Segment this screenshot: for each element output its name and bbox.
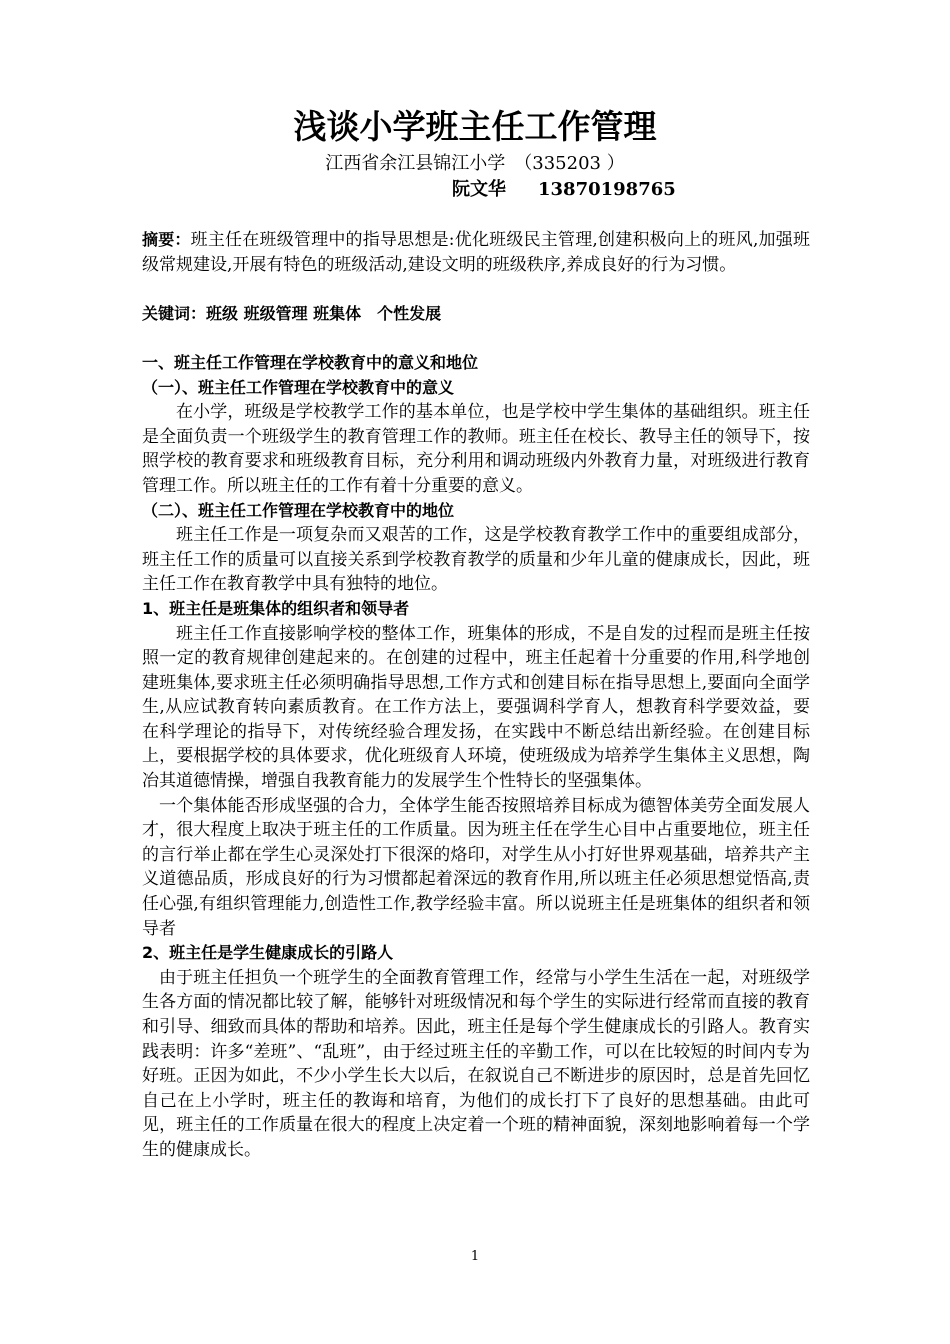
paragraph-2: 班主任工作是一项复杂而又艰苦的工作，这是学校教育教学工作中的重要组成部分，班主任工作的质量可以直接关系到学校教育教学的质量和少年儿童的健康成长，因此，班主任工作在教育教学中具有独特的地位。: [142, 525, 810, 595]
abstract-label: 摘要：: [142, 230, 191, 249]
author-name: 阮文华: [452, 179, 506, 200]
keywords: 关键词：班级 班级管理 班集体 个性发展: [142, 303, 442, 323]
paragraph-1: 在小学，班级是学校教学工作的基本单位，也是学校中学生集体的基础组织。班主任是全面负责一个班级学生的教育管理工作的教师。班主任在校长、教导主任的领导下，按照学校的教育要求和班级教育目标，充分利用和调动班级内外教育力量，对班级进行教育管理工作。所以班主任的工作有着十分重要的意义。: [142, 402, 810, 496]
document-body: [142, 228, 810, 1163]
author-line: [452, 178, 708, 202]
author-phone: 13870198765: [538, 179, 676, 200]
section-heading-1: 一、班主任工作管理在学校教育中的意义和地位: [142, 352, 479, 372]
document-title: 浅谈小学班主任工作管理: [293, 107, 657, 146]
subsection-heading-1-1: （一）、班主任工作管理在学校教育中的意义: [142, 377, 455, 397]
page-number: 1: [470, 1249, 480, 1264]
paragraph-3: 班主任工作直接影响学校的整体工作，班集体的形成，不是自发的过程而是班主任按照一定的教育规律创建起来的。在创建的过程中，班主任起着十分重要的作用,科学地创建班集体,要求班主任必须明确指导思想,工作方式和创建目标在指导思想上,要面向全面学生,从应试教育转向素质教育。在工作方法上，要强调科学育人，想教育科学要效益，要在科学理论的指导下，对传统经验合理发扬，在实践中不断总结出新经验。在创建目标上，要根据学校的具体要求，优化班级育人环境，使班级成为培养学生集体主义思想，陶冶其道德情操，增强自我教育能力的发展学生个性特长的坚强集体。: [142, 623, 810, 792]
paragraph-4: 一个集体能否形成坚强的合力，全体学生能否按照培养目标成为德智体美劳全面发展人才，很大程度上取决于班主任的工作质量。因为班主任在学生心目中占重要地位，班主任的言行举止都在学生心灵深处打下很深的烙印，对学生从小打好世界观基础，培养共产主义道德品质，形成良好的行为习惯都起着深远的教育作用,所以班主任必须思想觉悟高,责任心强,有组织管理能力,创造性工作,教学经验丰富。所以说班主任是班集体的组织者和领导者: [142, 795, 810, 939]
point-heading-1: 1、班主任是班集体的组织者和领导者: [142, 598, 410, 618]
abstract: [142, 228, 810, 277]
abstract-text: 班主任在班级管理中的指导思想是:优化班级民主管理,创建积极向上的班风,加强班级常规建设,开展有特色的班级活动,建设文明的班级秩序,养成良好的行为习惯。: [142, 230, 810, 275]
subsection-heading-1-2: （二）、班主任工作管理在学校教育中的地位: [142, 500, 455, 520]
school-line: 江西省余江县锦江小学 （335203 ）: [325, 153, 625, 174]
paragraph-5: 由于班主任担负一个班学生的全面教育管理工作，经常与小学生生活在一起，对班级学生各方面的情况都比较了解，能够针对班级情况和每个学生的实际进行经常而直接的教育和引导、细致而具体的帮助和培养。因此，班主任是每个学生健康成长的引路人。教育实践表明：许多“差班”、“乱班”，由于经过班主任的辛勤工作，可以在比较短的时间内专为好班。正因为如此，不少小学生长大以后，在叙说自己不断进步的原因时，总是首先回忆自己在上小学时，班主任的教诲和培育，为他们的成长打下了良好的思想基础。由此可见，班主任的工作质量在很大的程度上决定着一个班的精神面貌，深刻地影响着每一个学生的健康成长。: [142, 967, 810, 1160]
point-heading-2: 2、班主任是学生健康成长的引路人: [142, 943, 394, 963]
